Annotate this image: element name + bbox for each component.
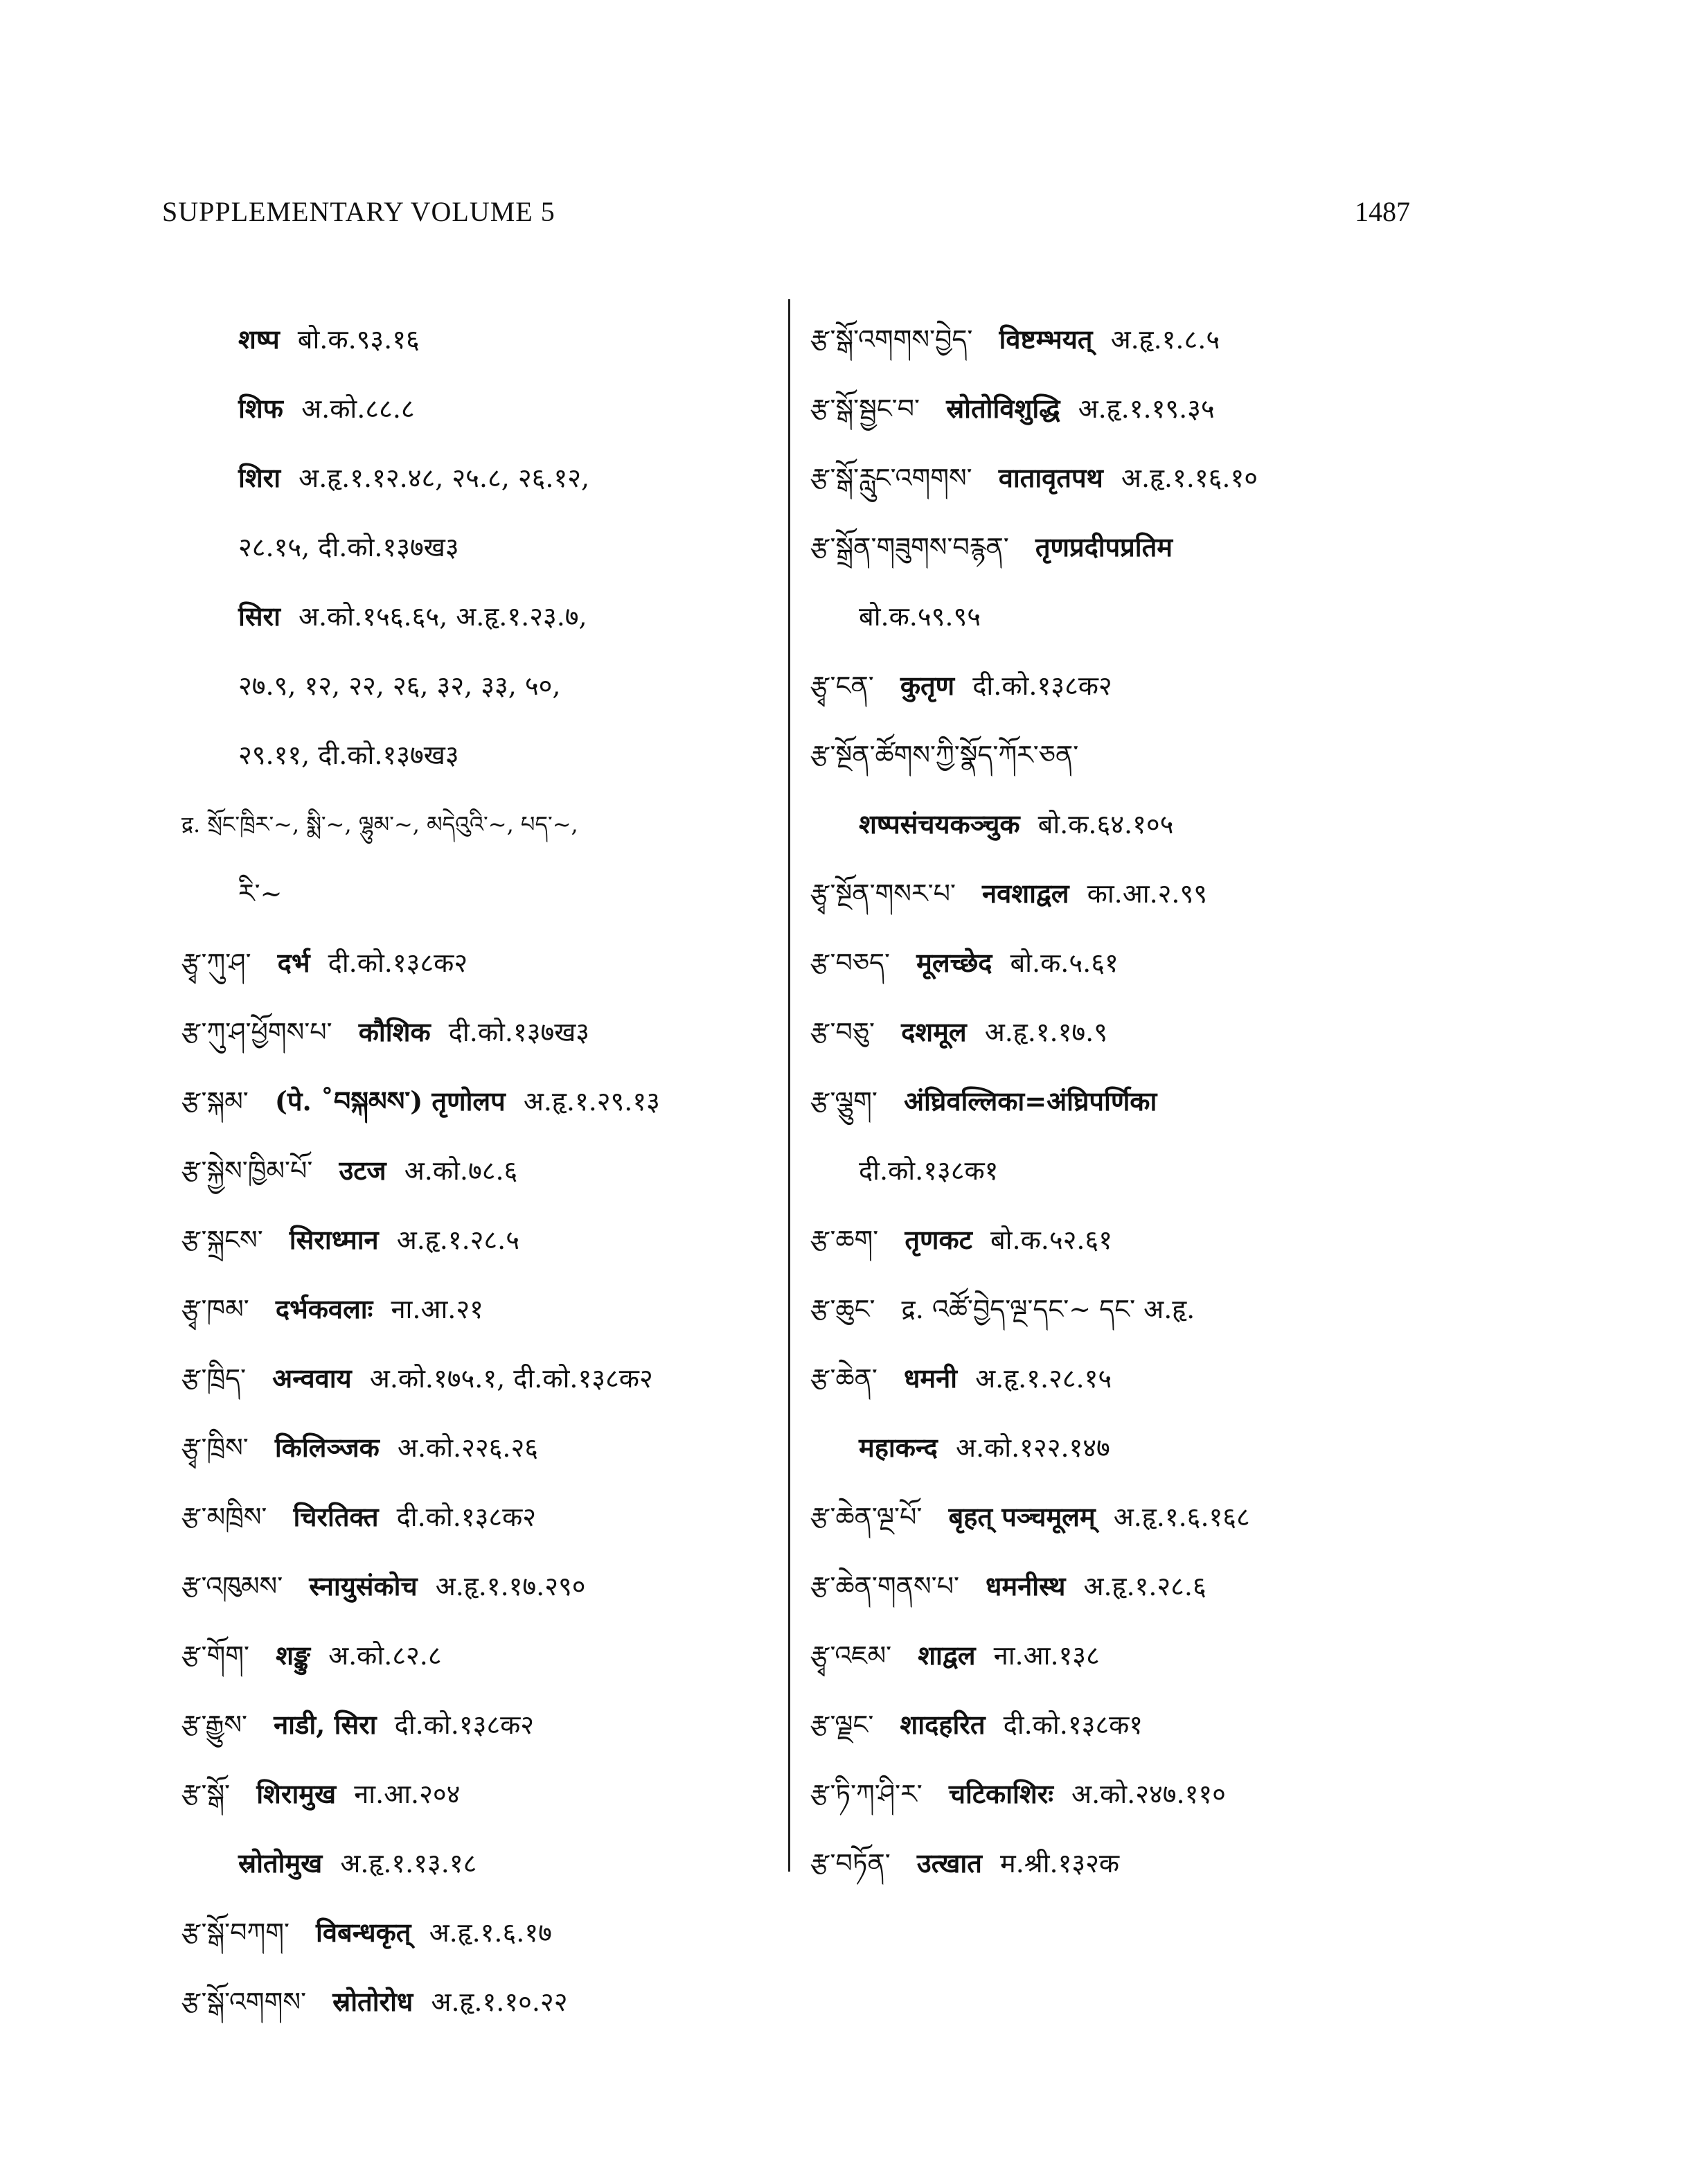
running-title: SUPPLEMENTARY VOLUME 5 xyxy=(162,196,555,227)
source-reference: बो.क.५२.६१ xyxy=(990,1225,1112,1255)
source-reference: बो.क.५९.९५ xyxy=(859,601,981,632)
dictionary-entry xyxy=(810,790,1544,859)
dictionary-entry xyxy=(181,582,777,651)
source-reference: द्र. འཚོ་བྱེད་ལྔ་དང་~ དང་ अ.हृ. xyxy=(901,1294,1195,1324)
tibetan-headword: རྩ་སྐམ་ xyxy=(181,1086,249,1117)
tibetan-headword: རྩ་འཁུམས་ xyxy=(181,1571,283,1601)
dictionary-entry xyxy=(181,305,777,374)
sanskrit-equivalent: शष्पसंचयकञ्चुक xyxy=(859,808,1020,840)
source-reference: अ.को.८२.८ xyxy=(328,1640,442,1671)
dictionary-entry xyxy=(810,1136,1544,1205)
tibetan-headword: རྩ་སྐྲངས་ xyxy=(181,1225,263,1255)
sanskrit-equivalent: मूलच्छेद xyxy=(916,947,992,978)
source-reference: अ.को.२२६.२६ xyxy=(397,1432,539,1463)
dictionary-entry xyxy=(181,1413,777,1482)
dictionary-entry xyxy=(810,1759,1544,1829)
dictionary-entry xyxy=(181,1898,777,1967)
source-reference: ना.आ.१३८ xyxy=(993,1640,1100,1671)
sanskrit-equivalent: बृहत् पञ्चमूलम् xyxy=(948,1501,1096,1532)
dictionary-entry xyxy=(181,1621,777,1690)
sanskrit-equivalent: उत्खात xyxy=(916,1847,982,1879)
dictionary-entry xyxy=(810,1552,1544,1621)
source-reference: अ.हृ.१.२८.५ xyxy=(396,1225,520,1255)
source-reference: अ.हृ.१.१९.३५ xyxy=(1078,393,1215,424)
sanskrit-equivalent: शिरा xyxy=(238,462,281,493)
tibetan-headword: རྩྭ་སྔོན་གསར་པ་ xyxy=(810,878,956,909)
tibetan-headword: རྩ་སྐྱེས་ཁྱིམ་པོ་ xyxy=(181,1155,313,1186)
source-reference: २८.१५, दी.को.१३७ख३ xyxy=(238,532,459,562)
sanskrit-equivalent: धमनीस्थ xyxy=(986,1570,1066,1601)
source-reference: अ.हृ.१.२८.१५ xyxy=(975,1363,1112,1394)
source-reference: दी.को.१३८क१ xyxy=(859,1155,999,1186)
dictionary-entry xyxy=(810,651,1544,720)
dictionary-entry xyxy=(181,859,777,928)
source-reference: अ.को.२४७.११० xyxy=(1071,1779,1226,1809)
source-reference: अ.हृ.१.१०.२२ xyxy=(431,1987,568,2017)
source-reference: अ.हृ.१.२९.१३ xyxy=(523,1086,660,1117)
source-reference: अ.को.८८.८ xyxy=(301,393,415,424)
source-reference: अ.हृ.१.२८.६ xyxy=(1083,1571,1206,1601)
sanskrit-equivalent: नाडी, सिरा xyxy=(274,1709,377,1740)
tibetan-headword: རྩ་ལྕུག་ xyxy=(810,1086,878,1117)
right-column xyxy=(810,305,1544,1898)
source-reference: अ.हृ.१.६.१७ xyxy=(429,1917,552,1948)
dictionary-entry xyxy=(810,997,1544,1067)
sanskrit-equivalent: शादहरित xyxy=(900,1709,986,1740)
sanskrit-equivalent: किलिञ्जक xyxy=(274,1432,380,1463)
source-reference: ना.आ.२०४ xyxy=(354,1779,461,1809)
dictionary-entry xyxy=(181,1829,777,1898)
left-column xyxy=(181,305,777,2036)
dictionary-entry xyxy=(810,859,1544,928)
tibetan-headword: རྩ་བཅུ་ xyxy=(810,1017,875,1047)
dictionary-entry xyxy=(810,582,1544,651)
sanskrit-equivalent: चिरतिक्त xyxy=(293,1501,379,1532)
tibetan-headword: རྩ་བཏོན་ xyxy=(810,1848,891,1879)
dictionary-entry xyxy=(181,443,777,513)
source-reference: རི་~ xyxy=(238,878,283,909)
sanskrit-equivalent: शिफ xyxy=(238,393,283,424)
sanskrit-equivalent: दशमूल xyxy=(901,1016,967,1047)
source-reference: का.आ.२.९९ xyxy=(1087,878,1208,909)
source-reference: दी.को.१३८क२ xyxy=(328,948,468,978)
source-reference: ना.आ.२१ xyxy=(391,1294,483,1324)
tibetan-headword: རྩ་བཅད་ xyxy=(810,948,890,978)
sanskrit-equivalent: कौशिक xyxy=(358,1016,431,1047)
dictionary-entry xyxy=(810,720,1544,790)
dictionary-entry xyxy=(810,513,1544,582)
dictionary-entry xyxy=(181,1136,777,1205)
tibetan-headword: རྩྭ་ཁམ་ xyxy=(181,1294,249,1324)
sanskrit-equivalent: शङ्कु xyxy=(276,1640,310,1671)
dictionary-entry xyxy=(810,443,1544,513)
sanskrit-equivalent: महाकन्द xyxy=(859,1432,938,1463)
dictionary-entry xyxy=(181,1067,777,1136)
dictionary-entry xyxy=(810,1482,1544,1552)
source-reference: बो.क.६४.१०५ xyxy=(1037,809,1174,840)
dictionary-entry xyxy=(181,1759,777,1829)
sanskrit-equivalent: स्रोतोरोध xyxy=(332,1986,413,2017)
dictionary-entry xyxy=(181,513,777,582)
sanskrit-equivalent: दर्भ xyxy=(277,947,310,978)
tibetan-headword: རྩ་ཏི་ཀ་ཤི་ར་ xyxy=(810,1779,923,1809)
tibetan-headword: རྩ་སྒོ་ xyxy=(181,1779,231,1809)
dictionary-entry xyxy=(810,928,1544,997)
dictionary-entry xyxy=(181,1205,777,1275)
tibetan-headword: རྩ་ལྗང་ xyxy=(810,1710,874,1740)
sanskrit-equivalent: नवशाद्वल xyxy=(982,878,1069,909)
tibetan-headword: རྩ་སྒོ་སྦྱང་བ་ xyxy=(810,393,920,424)
tibetan-headword: རྩ་སྔོན་ཚོགས་ཀྱི་སྣོད་ཀོར་ཅན་ xyxy=(810,740,1079,770)
column-divider xyxy=(788,299,790,1872)
source-reference: द्र. སྲོང་ཁྲིར་~, སྨི་~, ལྷུམ་~, མདེའུའི་~, པད་~, xyxy=(181,811,578,837)
tibetan-headword: རྩ་རྒྱུས་ xyxy=(181,1710,247,1740)
tibetan-headword: རྩ་མཁྲིས་ xyxy=(181,1502,267,1532)
dictionary-entry xyxy=(181,997,777,1067)
source-reference: म.श्री.१३२क xyxy=(1000,1848,1120,1879)
dictionary-entry xyxy=(181,1482,777,1552)
source-reference: अ.को.१२२.१४७ xyxy=(955,1432,1110,1463)
source-reference: अ.हृ.१.१२.४८, २५.८, २६.१२, xyxy=(299,463,590,493)
dictionary-entry xyxy=(181,1275,777,1344)
source-reference: अ.हृ.१.१३.१८ xyxy=(340,1848,477,1879)
sanskrit-equivalent: दर्भकवलाः xyxy=(275,1293,373,1324)
sanskrit-equivalent: तृणकट xyxy=(905,1224,972,1255)
tibetan-headword: རྩ་ཆེན་ xyxy=(810,1363,878,1394)
tibetan-headword: རྩ་སྒོ་འགགས་ xyxy=(181,1987,307,2017)
sanskrit-equivalent: विबन्धकृत् xyxy=(316,1917,411,1948)
dictionary-entry xyxy=(181,790,777,859)
sanskrit-equivalent: अंघ्रिवल्लिका=अंघ्रिपर्णिका xyxy=(904,1085,1157,1117)
source-reference: अ.को.७८.६ xyxy=(404,1155,518,1186)
dictionary-entry xyxy=(810,1205,1544,1275)
dictionary-entry xyxy=(181,1344,777,1413)
sanskrit-equivalent: शाद्वल xyxy=(918,1640,976,1671)
tibetan-headword: རྩྭ་ཀུ་ཤ་ xyxy=(181,948,251,978)
dictionary-entry xyxy=(181,1690,777,1759)
source-reference: अ.हृ.१.८.५ xyxy=(1110,324,1220,355)
page-number: 1487 xyxy=(1355,196,1410,227)
source-reference: बो.क.५.६१ xyxy=(1010,948,1119,978)
tibetan-headword: རྩ་ཆག་ xyxy=(810,1225,879,1255)
source-reference: दी.को.१३८क२ xyxy=(396,1502,537,1532)
source-reference: दी.को.१३८क२ xyxy=(972,671,1112,701)
sanskrit-equivalent: विष्टम्भयत् xyxy=(999,323,1093,355)
source-reference: दी.को.१३८क२ xyxy=(394,1710,535,1740)
dictionary-entry xyxy=(810,1690,1544,1759)
tibetan-headword: རྩ་ཁྲིད་ xyxy=(181,1363,247,1394)
source-reference: २७.९, १२, २२, २६, ३२, ३३, ५०, xyxy=(238,671,561,701)
tibetan-headword: རྩ་སྒོ་བཀག་ xyxy=(181,1917,290,1948)
sanskrit-equivalent: सिरा xyxy=(238,601,280,632)
tibetan-headword: རྩ་ཆེན་ལྔ་པོ་ xyxy=(810,1502,923,1532)
sanskrit-equivalent: सिराध्मान xyxy=(289,1224,379,1255)
sanskrit-equivalent: उटज xyxy=(339,1155,386,1186)
dictionary-entry xyxy=(810,1275,1544,1344)
tibetan-headword: རྩྭ་འཇམ་ xyxy=(810,1640,892,1671)
sanskrit-equivalent: (पे. ˚བསྐམས་) तृणोलप xyxy=(274,1085,506,1117)
dictionary-entry xyxy=(810,1829,1544,1898)
tibetan-headword: རྩ་སྒོ་རླུང་འགགས་ xyxy=(810,463,972,493)
source-reference: अ.हृ.१.१७.२९० xyxy=(435,1571,586,1601)
dictionary-entry xyxy=(810,305,1544,374)
tibetan-headword: རྩ་སྒོ་འགགས་བྱེད་ xyxy=(810,324,973,355)
source-reference: दी.को.१३७ख३ xyxy=(448,1017,590,1047)
tibetan-headword: རྩ་ཆེན་གནས་པ་ xyxy=(810,1571,959,1601)
tibetan-headword: རྩ་ཆུང་ xyxy=(810,1294,875,1324)
sanskrit-equivalent: वातावृतपथ xyxy=(998,462,1103,493)
tibetan-headword: རྩ་ཀུ་ཤ་ཕྱོགས་པ་ xyxy=(181,1017,332,1047)
tibetan-headword: རྩ་གོག་ xyxy=(181,1640,249,1671)
source-reference: दी.को.१३८क१ xyxy=(1003,1710,1143,1740)
source-reference: अ.को.१५६.६५, अ.हृ.१.२३.७, xyxy=(299,601,587,632)
dictionary-entry xyxy=(810,1067,1544,1136)
sanskrit-equivalent: स्नायुसंकोच xyxy=(309,1570,418,1601)
dictionary-entry xyxy=(181,374,777,443)
source-reference: अ.हृ.१.१७.९ xyxy=(984,1017,1107,1047)
dictionary-entry xyxy=(810,1344,1544,1413)
sanskrit-equivalent: स्रोतोविशुद्धि xyxy=(946,393,1060,424)
tibetan-headword: རྩྭ་ཁྲིས་ xyxy=(181,1432,249,1463)
sanskrit-equivalent: स्रोतोमुख xyxy=(238,1847,323,1879)
dictionary-entry xyxy=(181,1967,777,2036)
source-reference: अ.हृ.१.१६.१० xyxy=(1121,463,1258,493)
source-reference: २९.११, दी.को.१३७ख३ xyxy=(238,740,459,770)
sanskrit-equivalent: तृणप्रदीपप्रतिम xyxy=(1035,531,1173,562)
source-reference: अ.को.१७५.१, दी.को.१३८क२ xyxy=(369,1363,653,1394)
dictionary-entry xyxy=(181,1552,777,1621)
dictionary-entry xyxy=(181,720,777,790)
dictionary-entry xyxy=(810,1621,1544,1690)
sanskrit-equivalent: शष्प xyxy=(238,323,280,355)
sanskrit-equivalent: चटिकाशिरः xyxy=(948,1778,1053,1809)
sanskrit-equivalent: अन्ववाय xyxy=(272,1362,352,1394)
dictionary-entry xyxy=(181,651,777,720)
sanskrit-equivalent: धमनी xyxy=(903,1362,957,1394)
source-reference: बो.क.९३.१६ xyxy=(297,324,420,355)
dictionary-entry xyxy=(810,1413,1544,1482)
sanskrit-equivalent: कुतृण xyxy=(900,670,955,701)
dictionary-entry xyxy=(810,374,1544,443)
sanskrit-equivalent: शिरामुख xyxy=(256,1778,337,1809)
tibetan-headword: རྩ་སྒྲོན་གཟུགས་བརྙན་ xyxy=(810,532,1009,562)
source-reference: अ.हृ.१.६.१६८ xyxy=(1113,1502,1250,1532)
dictionary-entry xyxy=(181,928,777,997)
tibetan-headword: རྩྭ་ངན་ xyxy=(810,671,874,701)
